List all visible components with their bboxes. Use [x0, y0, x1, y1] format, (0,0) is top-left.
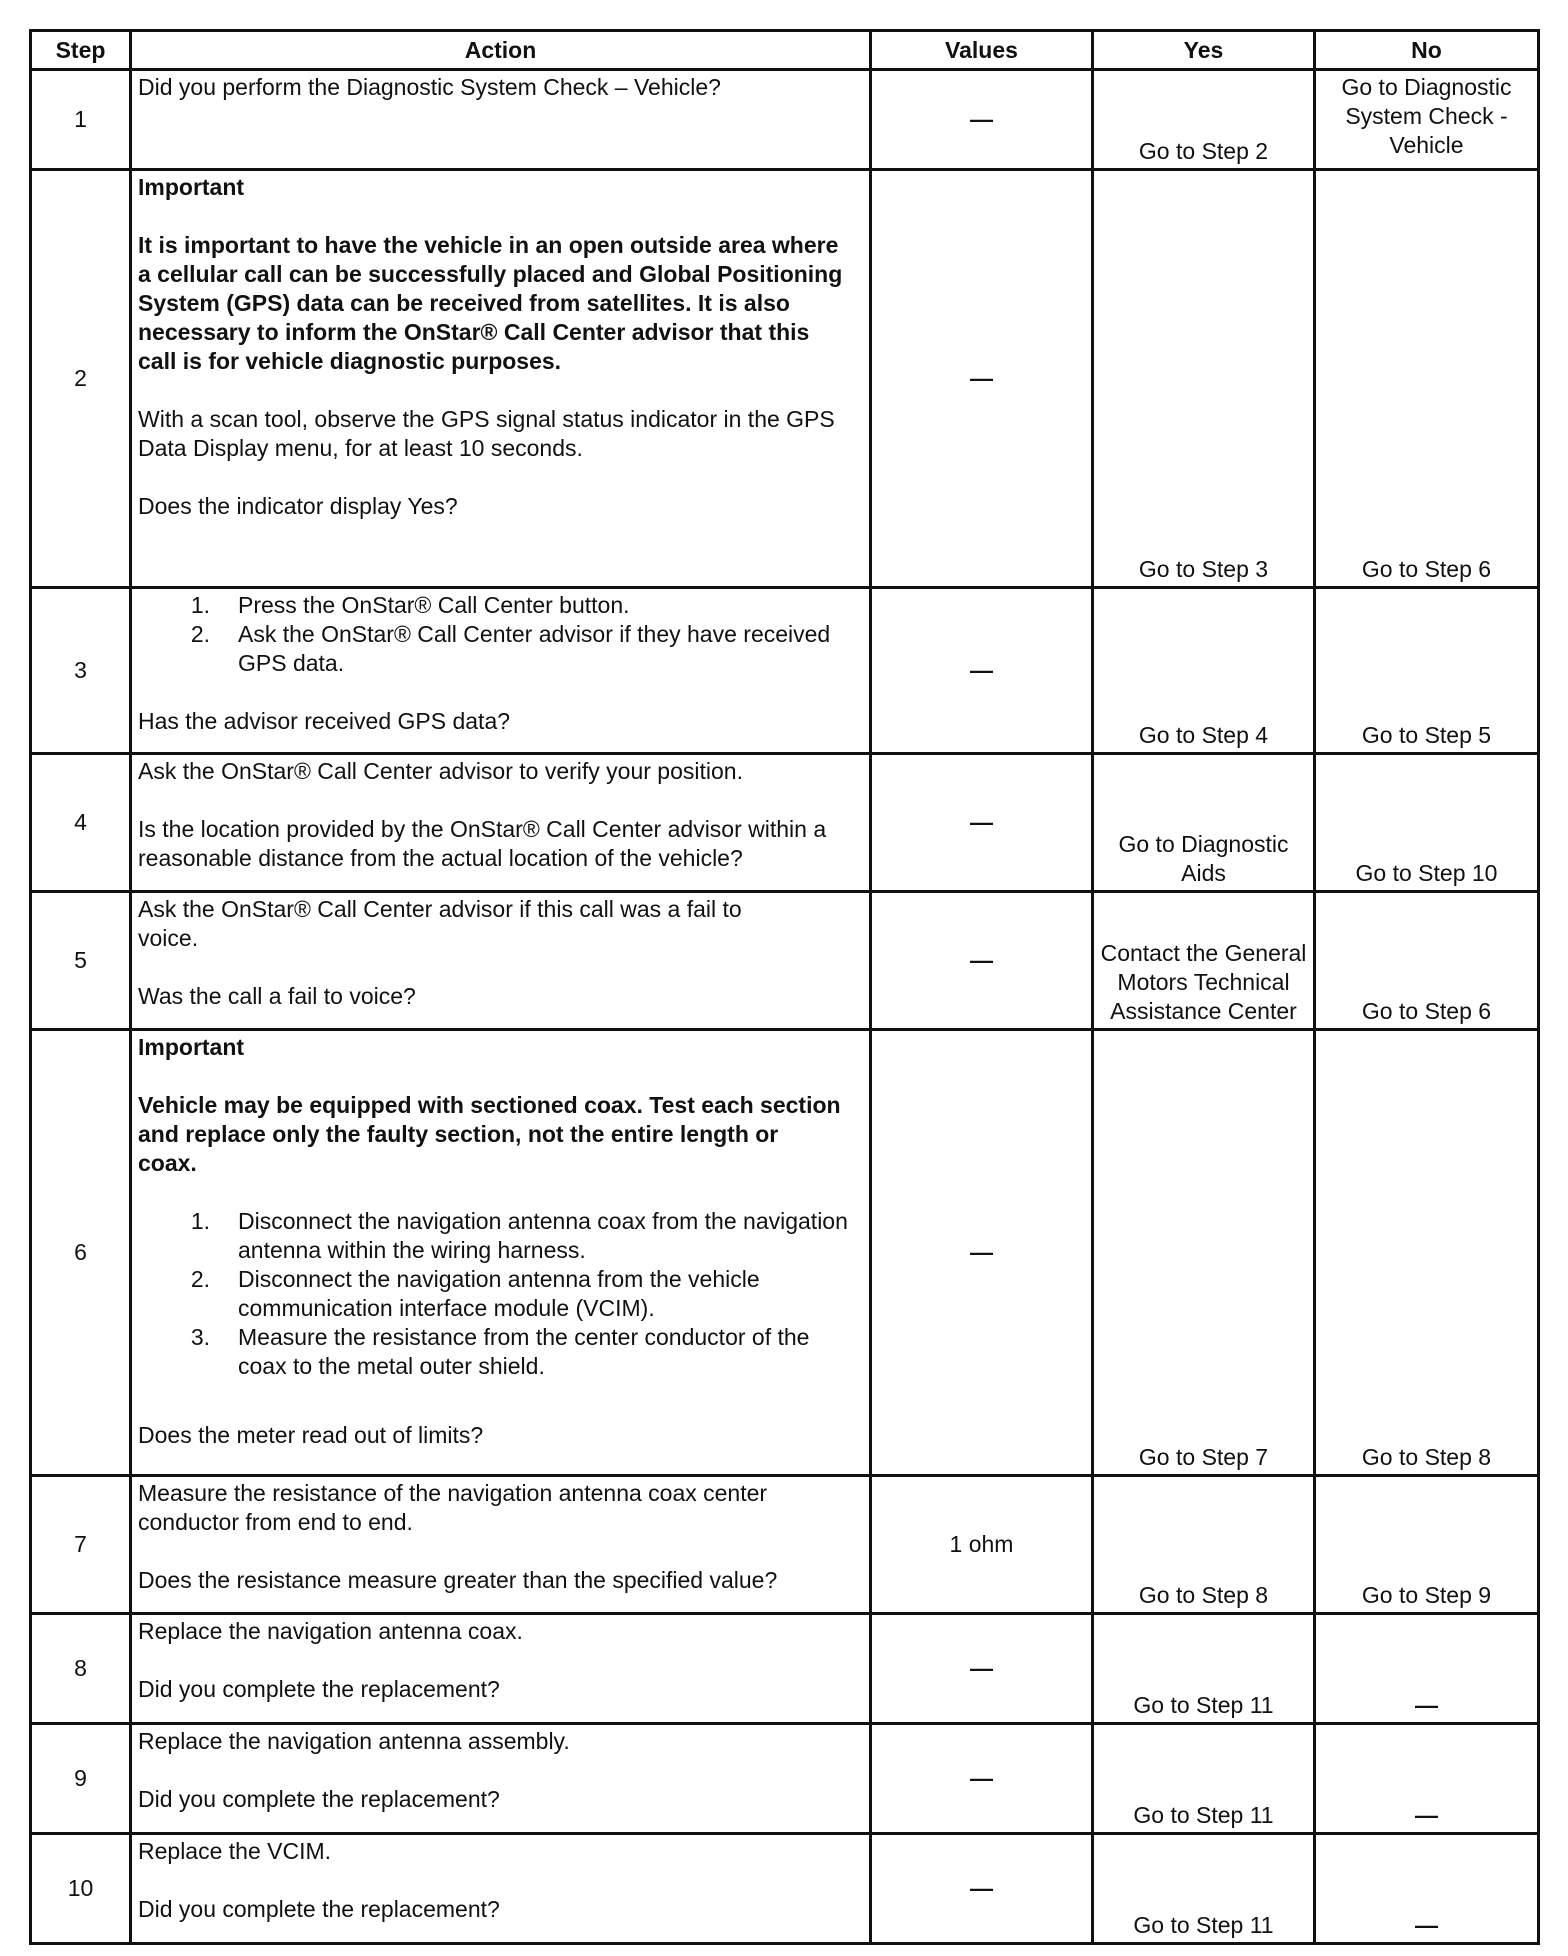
- action-question: Does the indicator display Yes?: [138, 493, 458, 519]
- no-cell: —: [1315, 1834, 1539, 1944]
- step-number: 10: [31, 1834, 131, 1944]
- value-cell: —: [871, 170, 1093, 588]
- header-action: Action: [131, 31, 871, 70]
- action-question: Does the resistance measure greater than the specified value?: [138, 1567, 778, 1593]
- no-cell: Go to Step 6: [1315, 892, 1539, 1030]
- value-cell: —: [871, 588, 1093, 754]
- no-cell: —: [1315, 1614, 1539, 1724]
- value-cell: —: [871, 70, 1093, 170]
- table-row: [31, 1476, 1539, 1614]
- value-cell: —: [871, 892, 1093, 1030]
- yes-cell: Go to Step 7: [1093, 1030, 1315, 1476]
- header-row: [31, 31, 1539, 70]
- action-cell: [131, 892, 871, 1030]
- yes-cell: Go to Step 11: [1093, 1724, 1315, 1834]
- no-cell: Go to Step 10: [1315, 754, 1539, 892]
- list-item: 2. Ask the OnStar® Call Center advisor if they have received GPS data.: [190, 621, 831, 676]
- action-question: Did you complete the replacement?: [138, 1676, 500, 1702]
- list-item: 1. Disconnect the navigation antenna coax from the navigation antenna within the wiring harness.: [190, 1208, 848, 1263]
- no-cell: Go to Diagnostic System Check - Vehicle: [1315, 70, 1539, 170]
- step-number: 1: [31, 70, 131, 170]
- action-instruction: Ask the OnStar® Call Center advisor to verify your position.: [138, 758, 743, 784]
- action-question: Does the meter read out of limits?: [138, 1422, 484, 1448]
- action-instruction: Measure the resistance of the navigation antenna coax center conductor from end to end.: [138, 1480, 768, 1535]
- list-item: 1. Press the OnStar® Call Center button.: [190, 592, 630, 618]
- action-cell: [131, 754, 871, 892]
- table-row: [31, 1614, 1539, 1724]
- step-number: 6: [31, 1030, 131, 1476]
- important-heading: Important: [138, 1034, 245, 1060]
- value-cell: —: [871, 1030, 1093, 1476]
- value-cell: —: [871, 1724, 1093, 1834]
- no-cell: Go to Step 6: [1315, 170, 1539, 588]
- yes-cell: Go to Step 3: [1093, 170, 1315, 588]
- action-instruction: Replace the navigation antenna coax.: [138, 1618, 523, 1644]
- table-row: [31, 892, 1539, 1030]
- header-yes: Yes: [1093, 31, 1315, 70]
- step-number: 9: [31, 1724, 131, 1834]
- header-step: Step: [31, 31, 131, 70]
- action-question: Is the location provided by the OnStar® Call Center advisor within a reasonable distance from the actual location of the vehicle?: [138, 816, 827, 871]
- step-number: 5: [31, 892, 131, 1030]
- table-row: [31, 1724, 1539, 1834]
- no-cell: Go to Step 5: [1315, 588, 1539, 754]
- no-cell: Go to Step 8: [1315, 1030, 1539, 1476]
- table-row: [31, 754, 1539, 892]
- value-cell: —: [871, 754, 1093, 892]
- table-row: [31, 588, 1539, 754]
- action-cell: [131, 1724, 871, 1834]
- value-cell: 1 ohm: [871, 1476, 1093, 1614]
- value-cell: —: [871, 1614, 1093, 1724]
- yes-cell: Go to Diagnostic Aids: [1093, 754, 1315, 892]
- yes-cell: Go to Step 11: [1093, 1614, 1315, 1724]
- table-row: [31, 170, 1539, 588]
- list-item: 2. Disconnect the navigation antenna from the vehicle communication interface module (VCIM).: [190, 1266, 760, 1321]
- header-values: Values: [871, 31, 1093, 70]
- action-question: Did you complete the replacement?: [138, 1896, 500, 1922]
- action-cell: [131, 1614, 871, 1724]
- action-list: [138, 1207, 863, 1381]
- no-cell: —: [1315, 1724, 1539, 1834]
- action-instruction: With a scan tool, observe the GPS signal status indicator in the GPS Data Display menu, for at least 10 seconds.: [138, 406, 835, 461]
- action-cell: [131, 70, 871, 170]
- table-row: [31, 70, 1539, 170]
- step-number: 3: [31, 588, 131, 754]
- yes-cell: Go to Step 2: [1093, 70, 1315, 170]
- action-question: Was the call a fail to voice?: [138, 983, 416, 1009]
- action-cell: [131, 170, 871, 588]
- important-heading: Important: [138, 174, 245, 200]
- action-instruction: Ask the OnStar® Call Center advisor if this call was a fail to voice.: [138, 896, 742, 951]
- no-cell: Go to Step 9: [1315, 1476, 1539, 1614]
- action-question: Did you complete the replacement?: [138, 1786, 500, 1812]
- action-instruction: Replace the navigation antenna assembly.: [138, 1728, 570, 1754]
- list-item: 3. Measure the resistance from the center conductor of the coax to the metal outer shield.: [190, 1324, 810, 1379]
- step-number: 8: [31, 1614, 131, 1724]
- action-cell: [131, 1476, 871, 1614]
- yes-cell: Contact the General Motors Technical Assistance Center: [1093, 892, 1315, 1030]
- diagnostic-table: [29, 29, 1540, 1945]
- action-question: Did you perform the Diagnostic System Check – Vehicle?: [138, 74, 721, 100]
- action-question: Has the advisor received GPS data?: [138, 708, 511, 734]
- yes-cell: Go to Step 11: [1093, 1834, 1315, 1944]
- table-row: [31, 1030, 1539, 1476]
- action-instruction: Replace the VCIM.: [138, 1838, 332, 1864]
- action-cell: [131, 588, 871, 754]
- yes-cell: Go to Step 8: [1093, 1476, 1315, 1614]
- step-number: 2: [31, 170, 131, 588]
- yes-cell: Go to Step 4: [1093, 588, 1315, 754]
- header-no: No: [1315, 31, 1539, 70]
- step-number: 7: [31, 1476, 131, 1614]
- table-row: [31, 1834, 1539, 1944]
- action-cell: [131, 1834, 871, 1944]
- action-list: [138, 591, 863, 678]
- important-text: It is important to have the vehicle in an open outside area where a cellular call can be successfully placed and Global Positioning System (GPS) data can be received from satellites. It is also necessary to inform the OnStar® Call Center advisor that this call is for vehicle diagnostic purposes.: [138, 232, 843, 374]
- important-text: Vehicle may be equipped with sectioned coax. Test each section and replace only the faulty section, not the entire length or coax.: [138, 1092, 841, 1176]
- step-number: 4: [31, 754, 131, 892]
- value-cell: —: [871, 1834, 1093, 1944]
- action-cell: [131, 1030, 871, 1476]
